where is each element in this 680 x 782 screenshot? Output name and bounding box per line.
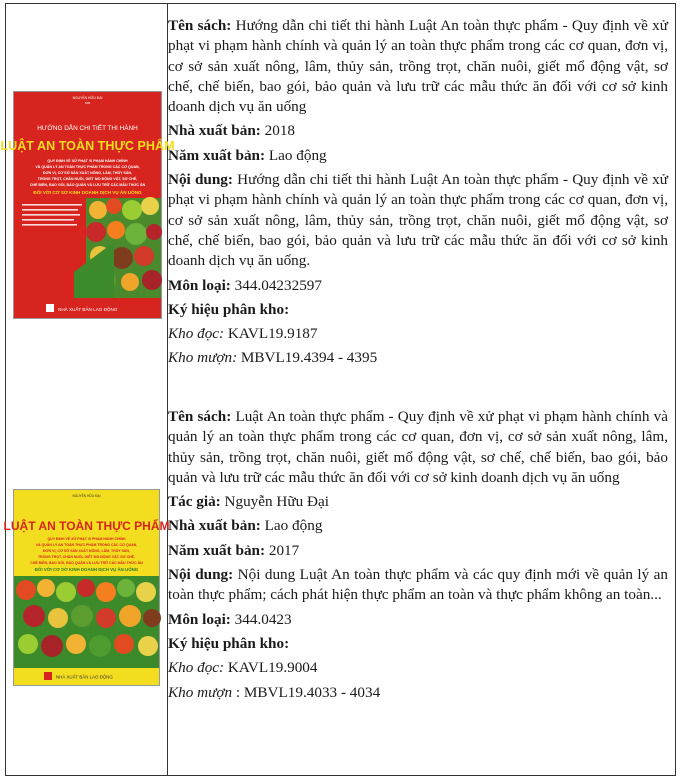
reading-value: KAVL19.9004: [227, 659, 318, 677]
reading-value: KAVL19.9187: [227, 325, 318, 343]
lending-line: [168, 348, 668, 368]
lending-value: MBVL19.4394 - 4395: [240, 349, 378, 367]
shelf-heading: Ký hiệu phân kho:: [168, 300, 290, 318]
author-label: Tác giả:: [168, 493, 221, 511]
class-line: [168, 610, 668, 630]
cover1-desc-1: QUY ĐỊNH VỀ XỬ PHẠT VI PHẠM HÀNH CHÍNH: [47, 159, 128, 163]
cover2-highlight: ĐỐI VỚI CƠ SỞ KINH DOANH DỊCH VỤ ĂN UỐNG: [34, 567, 139, 572]
class-line: [168, 276, 668, 296]
lending-value: MBVL19.4033 - 4034: [243, 683, 381, 701]
content-label: Nội dung: [168, 171, 228, 189]
publisher-line: [168, 516, 668, 536]
cover2-desc-5: CHẾ BIẾN, BAO GÓI, BẢO QUẢN VÀ LƯU TRỮ CÁC MẪU THỨC ĂN: [30, 561, 143, 565]
cover1-desc-2: VÀ QUẢN LÝ AN TOÀN THỰC PHẨM TRONG CÁC CƠ QUAN,: [35, 165, 140, 169]
cover2-desc-1: QUY ĐỊNH VỀ XỬ PHẠT VI PHẠM HÀNH CHÍNH: [47, 537, 126, 541]
title-label: Tên sách: [168, 408, 227, 425]
cover2-desc-2: VÀ QUẢN LÝ AN TOÀN THỰC PHẨM TRONG CÁC CƠ QUAN,: [35, 543, 138, 547]
class-value: 344.04232597: [234, 276, 322, 294]
content-value: Nội dung Luật An toàn thực phẩm và các quy định mới về quản lý an toàn thực phẩm; cách phát hiện thực phẩm an toàn và thực phẩm không an toàn...: [168, 566, 668, 604]
author-value: Nguyễn Hữu Đại: [224, 493, 329, 511]
content-value: Hướng dẫn chi tiết thi hành Luật An toàn thực phẩm - Quy định về xử phạt vi phạm hành chính và quản lý an toàn thực phẩm trong các cơ quan, đơn vị, cơ sở sản xuất nông, lâm, thủy sản, trồng trọt, chăn nuôi, giết mổ động vật, sơ chế, chế biến, bao gói, bảo quản và lưu trữ các mẫu thức ăn đối với cơ sở kinh doanh dịch vụ ăn uống.: [168, 171, 669, 270]
title-line: Tên sách: Luật An toàn thực phẩm - Quy định về xử phạt vi phạm hành chính và quản lý an toàn thực phẩm trong các cơ quan, đơn vị, cơ sở sản xuất nông, lâm, thủy sản, trồng trọt, chăn nuôi, giết mổ động vật, sơ chế, chế biến, bao gói, bảo quản và lưu trữ các mẫu thức ăn đối với cơ sở kinh doanh dịch vụ ăn uống: [168, 408, 669, 486]
reading-line: [168, 324, 668, 344]
class-label: Môn loại:: [168, 276, 231, 294]
cover1-desc-5: CHẾ BIẾN, BAO GÓI, BẢO QUẢN VÀ LƯU TRỮ CÁC MẪU THỨC ĂN: [29, 183, 146, 187]
book-entry-1: [168, 16, 668, 369]
class-value: 344.0423: [234, 610, 292, 628]
title-label: Tên sách: [168, 17, 227, 34]
year-value: 2017: [268, 541, 300, 559]
cover2-desc-4: TRỒNG TRỌT, CHĂN NUÔI, GIẾT MỔ ĐỘNG VẬT, SƠ CHẾ,: [38, 555, 135, 559]
year-label: Năm xuất bản:: [168, 146, 266, 164]
produce-image-2: [14, 576, 161, 668]
publisher-label: Nhà xuất bản:: [168, 517, 261, 535]
book-cover-1: [0, 92, 175, 318]
cover1-highlight: ĐỐI VỚI CƠ SỞ KINH DOANH DỊCH VỤ ĂN UỐNG: [33, 190, 142, 195]
cover2-publisher: NHÀ XUẤT BẢN LAO ĐỘNG: [56, 674, 113, 680]
svg-text:NXB: NXB: [84, 102, 91, 105]
reading-line: [168, 658, 668, 678]
book-cover-2: [3, 490, 170, 685]
cover1-subtitle: HƯỚNG DẪN CHI TIẾT THI HÀNH: [37, 125, 138, 132]
author-line: [168, 492, 668, 512]
title-line: Tên sách: Hướng dẫn chi tiết thi hành Luật An toàn thực phẩm - Quy định về xử phạt vi phạm hành chính và quản lý an toàn thực phẩm trong các cơ quan, đơn vị, cơ sở sản xuất nông, lâm, thủy sản, trồng trọt, chăn nuôi, giết mổ động vật, sơ chế, chế biến, bao gói, bảo quản và lưu trữ các mẫu thức ăn đối với cơ sở kinh doanh dịch vụ ăn uống: [168, 17, 668, 116]
cover2-author: NGUYỄN HỮU ĐẠI: [72, 494, 101, 498]
book-cover-2-art: [3, 490, 170, 685]
content-line: Nội dung: Nội dung Luật An toàn thực phẩm và các quy định mới về quản lý an toàn thực phẩm; cách phát hiện thực phẩm an toàn và thực phẩm không an toàn...: [168, 566, 668, 604]
lending-line: Kho mượn : MBVL19.4033 - 4034: [168, 683, 381, 701]
year-line: [168, 541, 668, 561]
cover1-author: NGUYỄN HỮU ĐẠI: [72, 96, 103, 100]
year-line: [168, 146, 668, 166]
content-label: Nội dung: [168, 566, 229, 584]
year-value: Lao động: [268, 146, 327, 164]
lending-label: Kho mượn: [168, 683, 233, 701]
cover2-desc-3: ĐƠN VỊ, CƠ SỞ SẢN XUẤT NÔNG, LÂM, THỦY SẢN,: [43, 549, 130, 553]
shelf-heading: Ký hiệu phân kho:: [168, 634, 290, 652]
reading-label: Kho đọc:: [168, 659, 225, 677]
cover1-desc-3: ĐƠN VỊ, CƠ SỞ SẢN XUẤT NÔNG, LÂM, THỦY SẢN,: [43, 171, 132, 175]
book-entry-2: [168, 407, 668, 703]
content-line: Nội dung: Hướng dẫn chi tiết thi hành Luật An toàn thực phẩm - Quy định về xử phạt vi phạm hành chính và quản lý an toàn thực phẩm trong các cơ quan, đơn vị, cơ sở sản xuất nông, lâm, thủy sản, trồng trọt, chăn nuôi, giết mổ động vật, sơ chế, chế biến, bao gói, bảo quản và lưu trữ các mẫu thức ăn đối với cơ sở kinh doanh dịch vụ ăn uống.: [168, 171, 669, 270]
class-label: Môn loại:: [168, 610, 231, 628]
reading-label: Kho đọc:: [168, 325, 225, 343]
cover1-publisher: NHÀ XUẤT BẢN LAO ĐỘNG: [58, 307, 118, 312]
book-title: Hướng dẫn chi tiết thi hành Luật An toàn thực phẩm - Quy định về xử phạt vi phạm hành chính và quản lý an toàn thực phẩm trong các cơ quan, đơn vị, cơ sở sản xuất nông, lâm, thủy sản, trồng trọt, chăn nuôi, giết mổ động vật, sơ chế, chế biến, bao gói, bảo quản và lưu trữ các mẫu thức ăn đối với cơ sở kinh doanh dịch vụ ăn uống: [168, 17, 668, 116]
produce-image-1: [74, 197, 162, 298]
cover1-desc-4: TRỒNG TRỌT, CHĂN NUÔI, GIẾT MỔ ĐỘNG VẬT, SƠ CHẾ,: [37, 177, 138, 181]
publisher-label: Nhà xuất bản:: [168, 122, 261, 140]
book-title: Luật An toàn thực phẩm - Quy định về xử phạt vi phạm hành chính và quản lý an toàn thực phẩm trong các cơ quan, đơn vị, cơ sở sản xuất nông, lâm, thủy sản, trồng trọt, chăn nuôi, giết mổ động vật, sơ chế, chế biến, bao gói, bảo quản và lưu trữ các mẫu thức ăn đối với cơ sở kinh doanh dịch vụ ăn uống: [168, 408, 669, 486]
cover2-title: LUẬT AN TOÀN THỰC PHẨM: [3, 519, 170, 533]
lending-label: Kho mượn:: [168, 349, 238, 367]
book-cover-1-art: [0, 92, 175, 318]
publisher-value: 2018: [264, 122, 296, 140]
year-label: Năm xuất bản:: [168, 541, 266, 559]
publisher-value: Lao động: [264, 517, 323, 535]
cover1-title: LUẬT AN TOÀN THỰC PHẨM: [0, 139, 175, 153]
publisher-line: [168, 121, 668, 141]
